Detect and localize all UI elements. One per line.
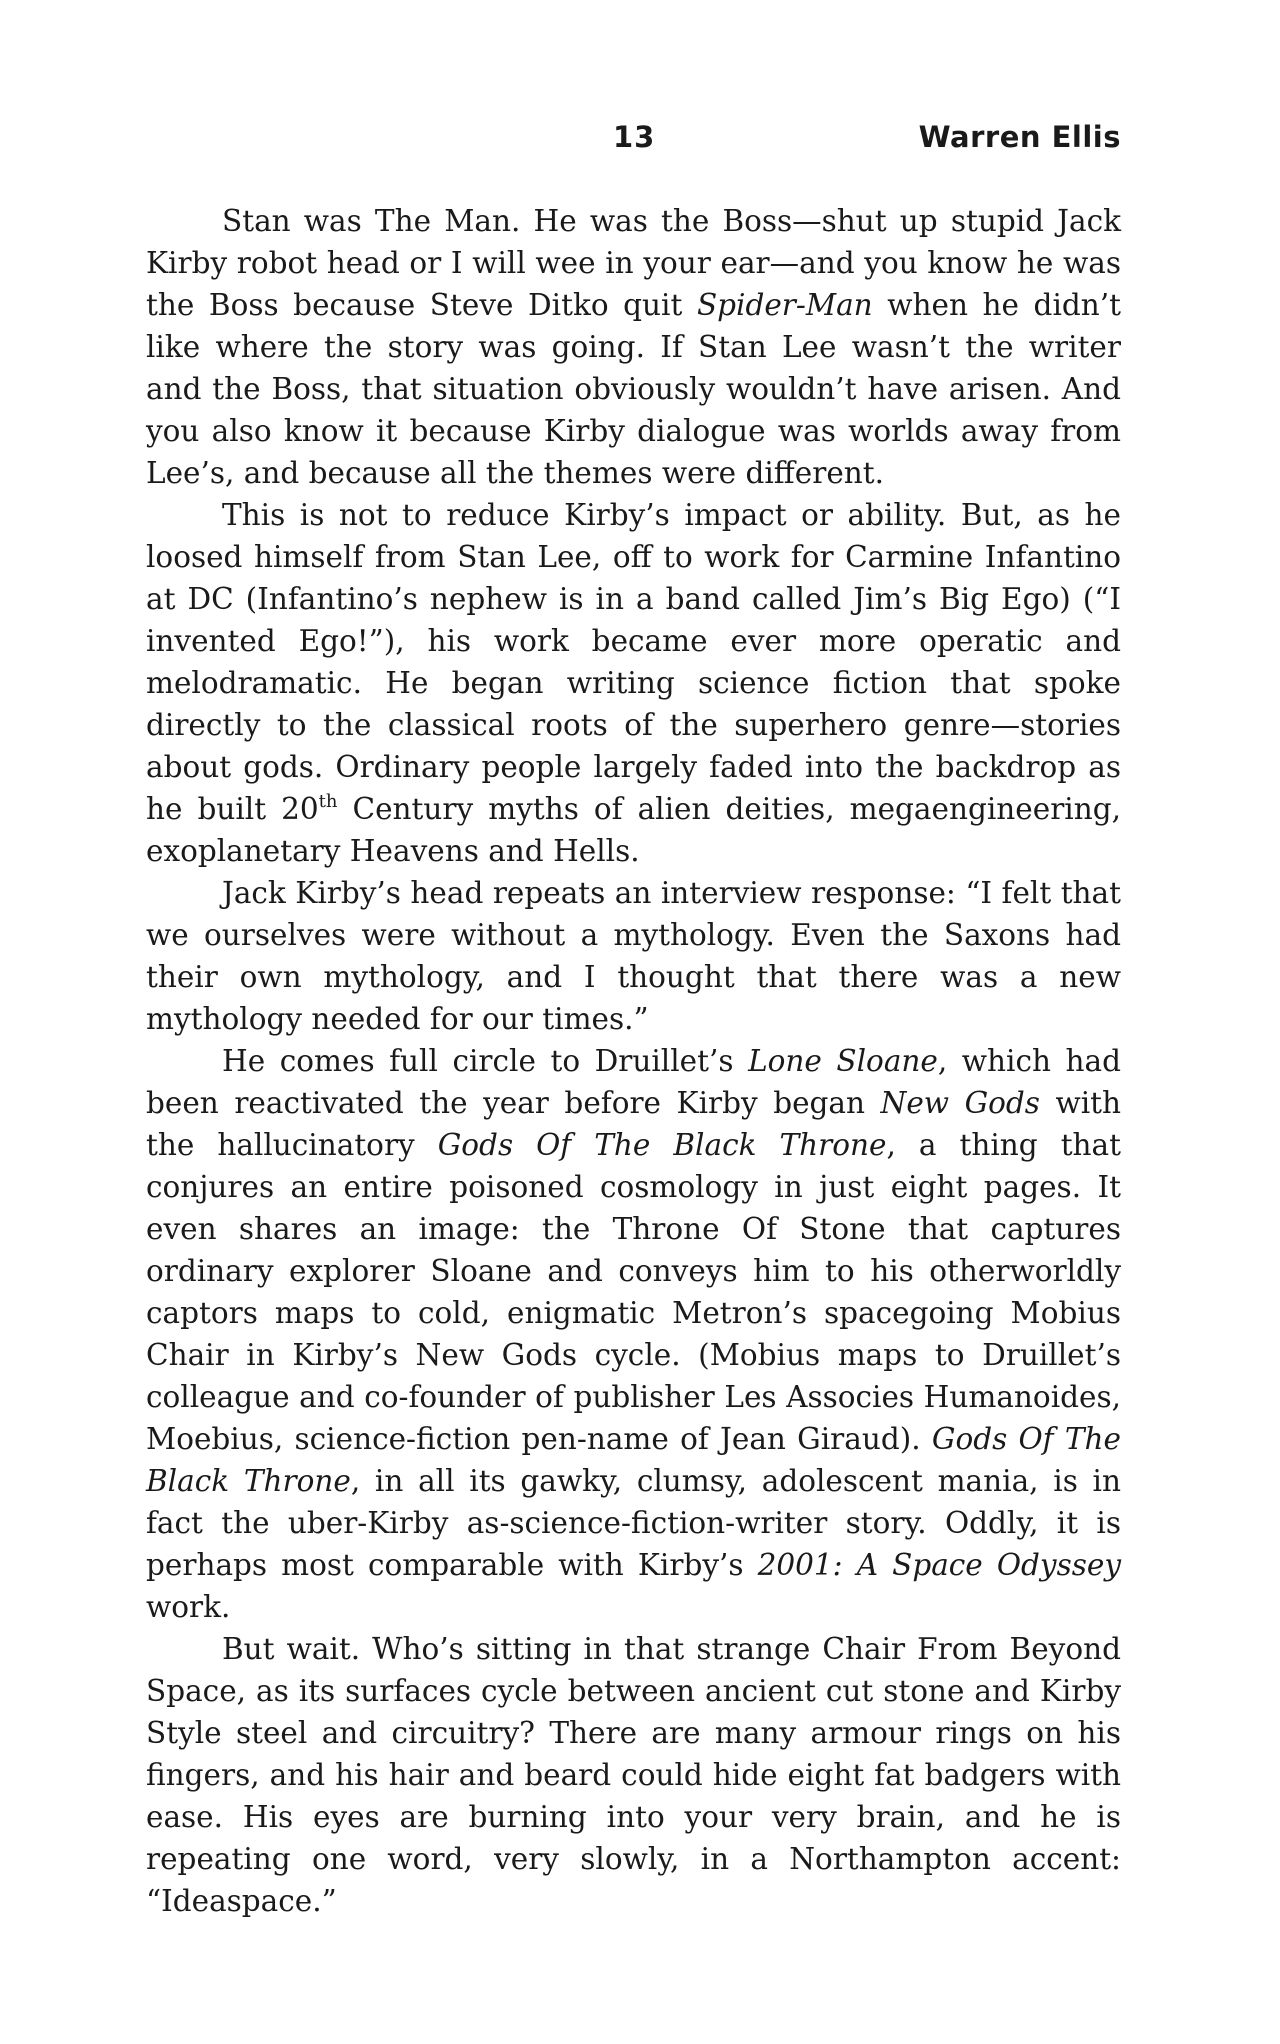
- text-span: Jack Kirby’s head repeats an interview response: “I felt that we ourselves were without a mythology. Even the Saxons had their own mythology, and I thought that there was a new mythology needed for our times.”: [146, 876, 1121, 1036]
- paragraph-5: [146, 1628, 1121, 1922]
- italic-title: Gods Of The Black Throne: [437, 1128, 887, 1162]
- italic-title: New Gods: [880, 1086, 1040, 1120]
- running-head-author: Warren Ellis: [918, 120, 1121, 154]
- paragraph-3: [146, 872, 1121, 1040]
- superscript: th: [318, 791, 338, 812]
- text-span: , in all its gawky, clumsy, adolescent mania, is in fact the uber-Kirby as-science-fiction-writer story. Oddly, it is perhaps most comparable with Kirby’s: [146, 1464, 1121, 1582]
- text-span: when he didn’t like where the story was going. If Stan Lee wasn’t the writer and the Boss, that situation obviously wouldn’t have arisen. And you also know it because Kirby dialogue was worlds away from Lee’s, and because all the themes were different.: [146, 288, 1121, 490]
- text-span: , which had been reactivated the year before Kirby began: [146, 1044, 1122, 1120]
- italic-title: 2001: A Space Odyssey: [757, 1548, 1121, 1582]
- italic-title: Lone Sloane: [748, 1044, 938, 1078]
- italic-title: Spider-Man: [696, 288, 873, 322]
- text-span: Century myths of alien deities, megaengineering, exoplanetary Heavens and Hells.: [146, 792, 1121, 868]
- page-number: 13: [613, 120, 656, 154]
- italic-title: Gods Of The Black Throne: [146, 1422, 1121, 1498]
- text-span: Stan was The Man. He was the Boss—shut up stupid Jack Kirby robot head or I will wee in your ear—and you know he was the Boss because Steve Ditko quit: [146, 204, 1121, 322]
- text-span: work.: [146, 1590, 231, 1624]
- page-header: [146, 120, 1121, 168]
- text-span: He comes full circle to Druillet’s: [222, 1044, 749, 1078]
- text-span: But wait. Who’s sitting in that strange Chair From Beyond Space, as its surfaces cycle between ancient cut stone and Kirby Style steel and circuitry? There are many armour rings on his fingers, and his hair and beard could hide eight fat badgers with ease. His eyes are burning into your very brain, and he is repeating one word, very slowly, in a Northampton accent: “Ideaspace.”: [146, 1632, 1121, 1918]
- paragraph-4: [146, 1040, 1121, 1628]
- text-span: , a thing that conjures an entire poisoned cosmology in just eight pages. It even shares an image: the Throne Of Stone that captures ordinary explorer Sloane and conveys him to his otherworldly captors maps to cold, enigmatic Metron’s spacegoing Mobius Chair in Kirby’s New Gods cycle. (Mobius maps to Druillet’s colleague and co-founder of publisher Les Associes Humanoides, Moebius, science-fiction pen-name of Jean Giraud).: [146, 1128, 1121, 1456]
- body-text: [146, 200, 1121, 1922]
- paragraph-1: [146, 200, 1121, 494]
- paragraph-2: [146, 494, 1121, 872]
- text-span: This is not to reduce Kirby’s impact or ability. But, as he loosed himself from Stan Lee, off to work for Carmine Infantino at DC (Infantino’s nephew is in a band called Jim’s Big Ego) (“I invented Ego!”), his work became ever more operatic and melodramatic. He began writing science fiction that spoke directly to the classical roots of the superhero genre—stories about gods. Ordinary people largely faded into the backdrop as he built 20: [146, 498, 1121, 826]
- text-span: with the hallucinatory: [146, 1086, 1122, 1162]
